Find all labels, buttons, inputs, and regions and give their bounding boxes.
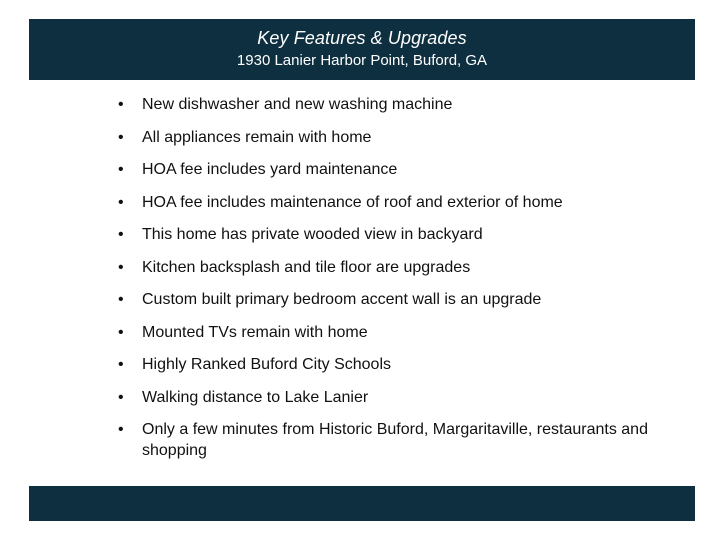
slide-title: Key Features & Upgrades: [257, 28, 467, 48]
feature-item: [118, 192, 678, 213]
bullet-icon: •: [118, 388, 124, 406]
feature-text: Mounted TVs remain with home: [142, 323, 368, 341]
footer-band: [29, 486, 695, 521]
feature-text: Kitchen backsplash and tile floor are upgrades: [142, 258, 471, 276]
bullet-icon: •: [118, 128, 124, 146]
feature-item: [118, 127, 678, 148]
feature-item: [118, 387, 678, 408]
feature-list: [118, 94, 678, 461]
bullet-icon: •: [118, 96, 124, 113]
feature-text: This home has private wooded view in backyard: [142, 226, 483, 243]
feature-item: [118, 94, 678, 115]
feature-item: [118, 224, 678, 245]
feature-text: Walking distance to Lake Lanier: [142, 388, 369, 406]
feature-item: [118, 354, 678, 375]
feature-item: [118, 257, 678, 278]
feature-item: [118, 289, 678, 310]
feature-text: Highly Ranked Buford City Schools: [142, 356, 392, 373]
bullet-icon: •: [118, 161, 124, 178]
bullet-icon: •: [118, 356, 124, 373]
bullet-icon: •: [118, 323, 124, 341]
feature-text: HOA fee includes yard maintenance: [142, 161, 398, 178]
feature-item: [118, 322, 678, 343]
feature-text: Custom built primary bedroom accent wall is an upgrade: [142, 291, 542, 308]
bullet-icon: •: [118, 258, 124, 276]
bullet-icon: •: [118, 421, 124, 438]
feature-text: All appliances remain with home: [142, 128, 372, 146]
feature-item: [118, 419, 678, 461]
feature-text: New dishwasher and new washing machine: [142, 96, 453, 113]
bullet-icon: •: [118, 193, 124, 211]
bullet-icon: •: [118, 291, 124, 308]
header-band: [29, 19, 695, 80]
slide-subtitle: 1930 Lanier Harbor Point, Buford, GA: [236, 52, 488, 69]
feature-text: HOA fee includes maintenance of roof and exterior of home: [142, 193, 563, 211]
bullet-icon: •: [118, 226, 124, 243]
feature-text: Only a few minutes from Historic Buford, Margaritaville, restaurants and shopping: [142, 421, 648, 459]
feature-item: [118, 159, 678, 180]
